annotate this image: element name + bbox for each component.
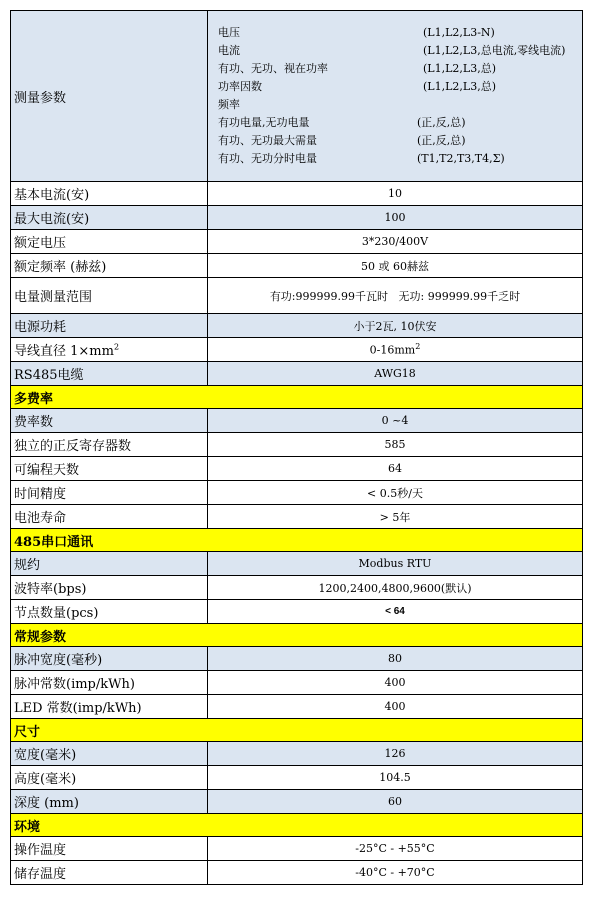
spec-row: [11, 742, 583, 766]
row-label: 脉冲常数(imp/kWh): [11, 671, 208, 695]
measurement-item-value: (L1,L2,L3,总): [423, 62, 496, 75]
row-value: 100: [208, 206, 583, 230]
row-label-superscript: 2: [113, 342, 120, 352]
row-value: 1200,2400,4800,9600(默认): [208, 576, 583, 600]
measurement-item-value: (T1,T2,T3,T4,Σ): [417, 152, 505, 165]
row-value: 0 ~4: [208, 409, 583, 433]
measurement-item-name: 频率: [218, 98, 240, 111]
spec-row: [11, 695, 583, 719]
row-value: 126: [208, 742, 583, 766]
spec-row: [11, 433, 583, 457]
row-label: 电量测量范围: [11, 278, 208, 314]
row-label: 深度 (mm): [11, 790, 208, 814]
row-value: 104.5: [208, 766, 583, 790]
measurement-item: [218, 42, 574, 60]
measurement-item-name: 电压: [218, 26, 240, 39]
row-label: 电池寿命: [11, 505, 208, 529]
row-label: 波特率(bps): [11, 576, 208, 600]
spec-row: [11, 552, 583, 576]
spec-row: [11, 457, 583, 481]
row-label: 费率数: [11, 409, 208, 433]
row-label: 操作温度: [11, 837, 208, 861]
row-label: LED 常数(imp/kWh): [11, 695, 208, 719]
section-header-dimensions: [11, 719, 583, 742]
measurement-item: [218, 132, 574, 150]
measurement-item-name: 有功、无功最大需量: [218, 134, 317, 147]
row-label: 独立的正反寄存器数: [11, 433, 208, 457]
measurement-item: [218, 96, 574, 114]
row-value: 50 或 60赫兹: [208, 254, 583, 278]
spec-row: [11, 647, 583, 671]
spec-row: [11, 790, 583, 814]
row-value: 10: [208, 182, 583, 206]
row-label-text: 导线直径 1×mm: [14, 344, 114, 359]
section-title: 尺寸: [11, 719, 583, 742]
section-title: 485串口通讯: [11, 529, 583, 552]
row-value: 400: [208, 695, 583, 719]
spec-row-energy-range: [11, 278, 583, 314]
row-label: 额定频率 (赫兹): [11, 254, 208, 278]
row-label: 宽度(毫米): [11, 742, 208, 766]
row-value-superscript: 2: [415, 342, 421, 352]
row-value: -40°C - +70°C: [208, 861, 583, 885]
row-value: < 64: [208, 600, 583, 624]
spec-row-power-consumption: [11, 314, 583, 338]
spec-row: [11, 600, 583, 624]
row-value: 80: [208, 647, 583, 671]
section-title: 环境: [11, 814, 583, 837]
row-label: 可编程天数: [11, 457, 208, 481]
row-label: 节点数量(pcs): [11, 600, 208, 624]
measurement-item: [218, 78, 574, 96]
row-label: 高度(毫米): [11, 766, 208, 790]
measurement-item: [218, 150, 574, 168]
row-label: [11, 338, 208, 362]
row-label: 规约: [11, 552, 208, 576]
section-title: 多费率: [11, 386, 583, 409]
spec-row-max-current: [11, 206, 583, 230]
measurement-item-name: 有功、无功分时电量: [218, 152, 317, 165]
measurement-item-value: (L1,L2,L3,总电流,零线电流): [423, 44, 566, 57]
row-label: 脉冲宽度(毫秒): [11, 647, 208, 671]
spec-row: [11, 766, 583, 790]
section-header-rs485: [11, 529, 583, 552]
row-value-text: 0-16mm: [369, 343, 416, 357]
spec-row: [11, 576, 583, 600]
spec-row-wire-diameter: [11, 338, 583, 362]
spec-row: [11, 671, 583, 695]
measurement-item-name: 有功、无功、视在功率: [218, 62, 328, 75]
row-label: 额定电压: [11, 230, 208, 254]
measurement-item: [218, 24, 574, 42]
spec-row: [11, 837, 583, 861]
section-header-environment: [11, 814, 583, 837]
row-value: 400: [208, 671, 583, 695]
measurement-item: [218, 114, 574, 132]
row-label: 基本电流(安): [11, 182, 208, 206]
row-value: > 5年: [208, 505, 583, 529]
row-value: 60: [208, 790, 583, 814]
measurement-item-value: (L1,L2,L3-N): [423, 26, 495, 39]
spec-row-rated-frequency: [11, 254, 583, 278]
measurement-list: [208, 11, 583, 182]
section-header-general: [11, 624, 583, 647]
row-value: 64: [208, 457, 583, 481]
measurement-label: 测量参数: [11, 11, 208, 182]
measurement-item-value: (正,反,总): [417, 116, 466, 129]
measurement-item-value: (正,反,总): [417, 134, 466, 147]
measurement-item-name: 有功电量,无功电量: [218, 116, 310, 129]
row-label: 时间精度: [11, 481, 208, 505]
section-title: 常规参数: [11, 624, 583, 647]
section-header-multi-tariff: [11, 386, 583, 409]
row-value: 585: [208, 433, 583, 457]
spec-row: [11, 409, 583, 433]
row-label: RS485电缆: [11, 362, 208, 386]
row-label: 最大电流(安): [11, 206, 208, 230]
row-value: < 0.5秒/天: [208, 481, 583, 505]
row-value: -25°C - +55°C: [208, 837, 583, 861]
spec-row-rated-voltage: [11, 230, 583, 254]
measurement-item: [218, 60, 574, 78]
row-value: 小于2瓦, 10伏安: [208, 314, 583, 338]
row-value: 有功:999999.99千瓦时 无功: 999999.99千乏时: [208, 278, 583, 314]
spec-row: [11, 505, 583, 529]
measurement-item-name: 电流: [218, 44, 240, 57]
spec-table: [10, 10, 583, 885]
row-value: 3*230/400V: [208, 230, 583, 254]
row-value: AWG18: [208, 362, 583, 386]
row-value: Modbus RTU: [208, 552, 583, 576]
row-value: [208, 338, 583, 362]
measurement-item-value: (L1,L2,L3,总): [423, 80, 496, 93]
spec-row-rs485-cable: [11, 362, 583, 386]
spec-row: [11, 861, 583, 885]
measurement-row: [11, 11, 583, 182]
row-label: 储存温度: [11, 861, 208, 885]
measurement-item-name: 功率因数: [218, 80, 262, 93]
row-label: 电源功耗: [11, 314, 208, 338]
spec-row: [11, 481, 583, 505]
spec-row-base-current: [11, 182, 583, 206]
